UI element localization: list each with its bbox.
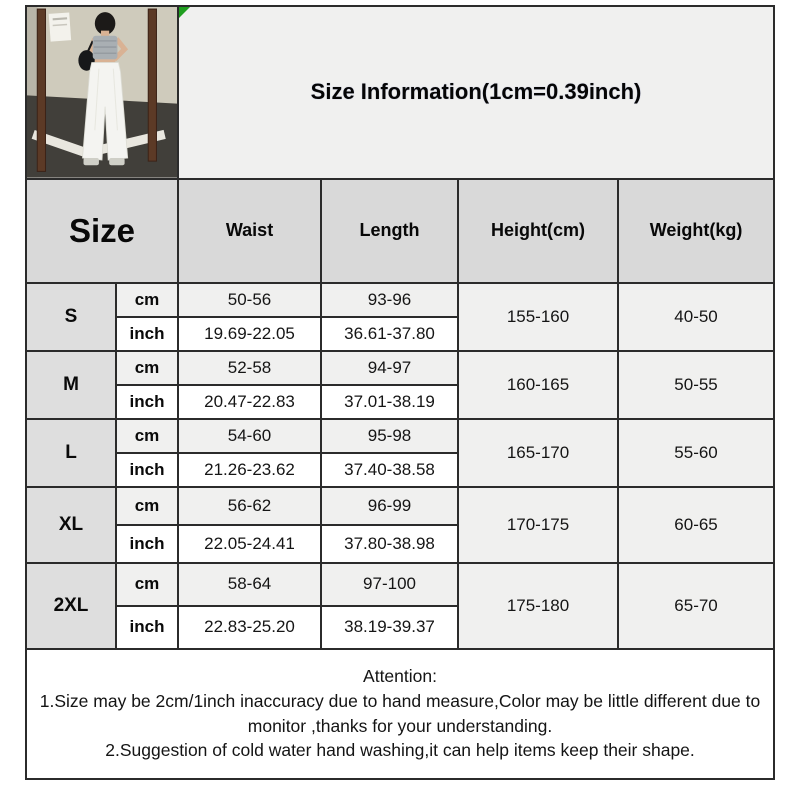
length-inch-m: 37.01-38.19 bbox=[321, 385, 458, 419]
mirror-frame-left bbox=[37, 9, 45, 171]
green-corner-marker-icon bbox=[179, 7, 190, 18]
waist-cm-l: 54-60 bbox=[178, 419, 321, 453]
weight-l: 55-60 bbox=[618, 419, 774, 487]
length-inch-s: 36.61-37.80 bbox=[321, 317, 458, 351]
header-waist: Waist bbox=[178, 179, 321, 283]
waist-inch-l: 21.26-23.62 bbox=[178, 453, 321, 487]
header-length: Length bbox=[321, 179, 458, 283]
header-size: Size bbox=[26, 179, 178, 283]
unit-inch: inch bbox=[116, 606, 178, 649]
length-cm-l: 95-98 bbox=[321, 419, 458, 453]
weight-m: 50-55 bbox=[618, 351, 774, 419]
poster-line bbox=[53, 24, 67, 25]
attention-row bbox=[26, 649, 774, 779]
waist-inch-m: 20.47-22.83 bbox=[178, 385, 321, 419]
product-photo-cell bbox=[26, 6, 178, 179]
top-row bbox=[26, 6, 774, 179]
height-2xl: 175-180 bbox=[458, 563, 618, 649]
poster-line bbox=[53, 18, 67, 19]
wall-poster bbox=[49, 12, 71, 41]
unit-cm: cm bbox=[116, 487, 178, 525]
waist-inch-xl: 22.05-24.41 bbox=[178, 525, 321, 563]
attention-heading: Attention: bbox=[363, 665, 437, 686]
product-photo-illustration bbox=[27, 7, 177, 178]
unit-cm: cm bbox=[116, 419, 178, 453]
size-row-xl-cm bbox=[26, 487, 774, 525]
header-row bbox=[26, 179, 774, 283]
height-m: 160-165 bbox=[458, 351, 618, 419]
weight-s: 40-50 bbox=[618, 283, 774, 351]
size-label-xl: XL bbox=[26, 487, 116, 563]
size-label-l: L bbox=[26, 419, 116, 487]
size-chart-table bbox=[25, 5, 775, 780]
unit-inch: inch bbox=[116, 525, 178, 563]
length-inch-l: 37.40-38.58 bbox=[321, 453, 458, 487]
unit-inch: inch bbox=[116, 317, 178, 351]
mirror-frame-right bbox=[148, 9, 156, 161]
size-label-2xl: 2XL bbox=[26, 563, 116, 649]
product-photo bbox=[27, 7, 177, 178]
size-label-s: S bbox=[26, 283, 116, 351]
page-title: Size Information(1cm=0.39inch) bbox=[310, 79, 642, 105]
size-row-m-cm bbox=[26, 351, 774, 385]
height-l: 165-170 bbox=[458, 419, 618, 487]
unit-inch: inch bbox=[116, 385, 178, 419]
model-shoe-left bbox=[84, 158, 99, 165]
attention-cell bbox=[26, 649, 774, 779]
length-cm-s: 93-96 bbox=[321, 283, 458, 317]
waist-inch-s: 19.69-22.05 bbox=[178, 317, 321, 351]
length-cm-xl: 96-99 bbox=[321, 487, 458, 525]
unit-cm: cm bbox=[116, 351, 178, 385]
header-weight: Weight(kg) bbox=[618, 179, 774, 283]
header-height: Height(cm) bbox=[458, 179, 618, 283]
unit-cm: cm bbox=[116, 283, 178, 317]
weight-xl: 60-65 bbox=[618, 487, 774, 563]
size-label-m: M bbox=[26, 351, 116, 419]
attention-item-2: 2.Suggestion of cold water hand washing,it can help items keep their shape. bbox=[105, 740, 695, 761]
size-row-2xl-cm bbox=[26, 563, 774, 606]
waist-cm-2xl: 58-64 bbox=[178, 563, 321, 606]
size-row-s-cm bbox=[26, 283, 774, 317]
weight-2xl: 65-70 bbox=[618, 563, 774, 649]
length-cm-2xl: 97-100 bbox=[321, 563, 458, 606]
title-cell bbox=[178, 6, 774, 179]
unit-inch: inch bbox=[116, 453, 178, 487]
unit-cm: cm bbox=[116, 563, 178, 606]
height-xl: 170-175 bbox=[458, 487, 618, 563]
waist-inch-2xl: 22.83-25.20 bbox=[178, 606, 321, 649]
size-row-l-cm bbox=[26, 419, 774, 453]
model-shoe-right bbox=[109, 158, 124, 165]
waist-cm-m: 52-58 bbox=[178, 351, 321, 385]
length-inch-xl: 37.80-38.98 bbox=[321, 525, 458, 563]
length-cm-m: 94-97 bbox=[321, 351, 458, 385]
waist-cm-xl: 56-62 bbox=[178, 487, 321, 525]
height-s: 155-160 bbox=[458, 283, 618, 351]
attention-item-1: 1.Size may be 2cm/1inch inaccuracy due to hand measure,Color may be little different due to monitor ,thanks for your understanding. bbox=[39, 690, 761, 736]
length-inch-2xl: 38.19-39.37 bbox=[321, 606, 458, 649]
waist-cm-s: 50-56 bbox=[178, 283, 321, 317]
